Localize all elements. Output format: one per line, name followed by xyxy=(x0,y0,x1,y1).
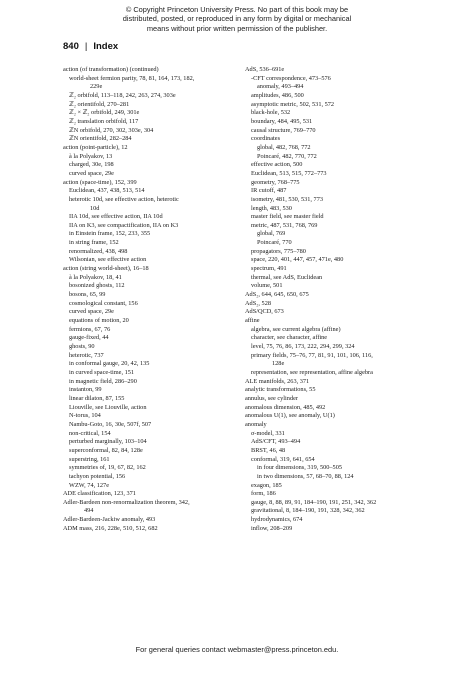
index-entry: Poincaré, 770 xyxy=(257,239,292,247)
index-entry: action (string world-sheet), 16–18 xyxy=(63,265,149,273)
copyright-notice xyxy=(0,5,474,33)
page-number: 840 xyxy=(63,41,79,52)
index-entry: ℤN orientifold, 282–284 xyxy=(69,135,132,143)
index-entry: ℤ₂ translation orbifold, 117 xyxy=(69,117,139,125)
index-entry: gravitational, 8, 184–190, 191, 328, 342, 362 xyxy=(251,507,365,515)
index-entry: IIA on K3, see compactification, IIA on K3 xyxy=(69,221,179,229)
index-entry: Euclidean, 437, 438, 513, 514 xyxy=(69,187,145,195)
index-entry: BRST, 46, 48 xyxy=(251,446,286,454)
index-entry: gauge-fixed, 44 xyxy=(69,334,109,342)
index-entry: geometry, 768–775 xyxy=(251,178,300,186)
index-entry: ADE classification, 123, 371 xyxy=(63,490,136,498)
index-entry: volume, 501 xyxy=(251,282,283,290)
index-entry: black-hole, 532 xyxy=(251,109,291,117)
index-entry: AdS/QCD, 673 xyxy=(245,308,284,316)
index-entry: Nambu-Goto, 16, 30e, 507f, 507 xyxy=(69,420,152,428)
index-entry: causal structure, 769–770 xyxy=(251,126,316,134)
index-entry: N-torus, 104 xyxy=(69,412,101,420)
index-entry: Adler-Bardeen non-renormalization theorem, 342, xyxy=(63,498,190,506)
index-entry: superconformal, 82, 84, 128e xyxy=(69,446,143,454)
index-entry: isometry, 481, 530, 531, 773 xyxy=(251,195,324,203)
index-entry: AdS/CFT, 493–494 xyxy=(251,438,301,446)
index-entry: bosons, 65, 99 xyxy=(69,291,106,299)
index-entry: symmetries of, 19, 67, 82, 162 xyxy=(69,464,146,472)
index-entry: anomaly xyxy=(245,420,267,428)
index-entry: Poincaré, 482, 770, 772 xyxy=(257,152,317,160)
index-entry: form, 186 xyxy=(251,490,276,498)
index-entry: IR cutoff, 487 xyxy=(251,187,287,195)
index-entry: anomaly, 493–494 xyxy=(257,83,304,91)
index-entry: boundary, 484, 495, 531 xyxy=(251,117,313,125)
index-entry: hydrodynamics, 674 xyxy=(251,516,303,524)
index-entry: thermal, see AdS, Euclidean xyxy=(251,273,323,281)
index-entry: conformal, 319, 641, 654 xyxy=(251,455,315,463)
index-entry: AdS₂, 528 xyxy=(245,299,271,307)
copyright-line: © Copyright Princeton University Press. No part of this book may be xyxy=(125,5,349,14)
index-entry: anomalous dimension, 485, 492 xyxy=(245,403,326,411)
page-header xyxy=(63,41,118,52)
index-entry: gauge, 8, 88, 89, 91, 184–190, 191, 251, 342, 362 xyxy=(251,498,377,506)
index-entry: asymptotic metric, 502, 531, 572 xyxy=(251,100,335,108)
index-entry: global, 482, 768, 772 xyxy=(257,143,311,151)
index-entry: tachyon potential, 156 xyxy=(69,472,126,480)
index-entry: heterotic 10d, see effective action, heterotic xyxy=(69,195,179,203)
index-entry: spectrum, 491 xyxy=(251,265,287,273)
index-entry: -CFT correspondence, 473–576 xyxy=(251,74,331,82)
index-entry: propagators, 775–780 xyxy=(251,247,306,255)
index-entry: effective action, 500 xyxy=(251,161,303,169)
index-entry: representation, see representation, affine algebra xyxy=(251,368,373,376)
copyright-line: means without prior written permission of the publisher. xyxy=(146,23,328,33)
index-entry: character, see character, affine xyxy=(251,334,328,342)
index-entry: action (space-time), 152, 399 xyxy=(63,178,137,186)
index-entry: inflow, 208–209 xyxy=(251,524,293,532)
index-entry: algebra, see current algebra (affine) xyxy=(251,325,341,333)
index-entry: Euclidean, 513, 515, 772–773 xyxy=(251,169,327,177)
index-entry: amplitudes, 486, 500 xyxy=(251,91,304,99)
index-column-left xyxy=(63,66,243,533)
index-entry: equations of motion, 20 xyxy=(69,317,129,325)
section-title: Index xyxy=(93,41,119,52)
index-entry: curved space, 29e xyxy=(69,169,114,177)
index-entry: σ-model, 331 xyxy=(251,429,285,437)
index-entry: renormalized, 438, 498 xyxy=(69,247,128,255)
index-entry: 128e xyxy=(272,360,285,368)
index-entry: ℤ₂ × ℤ₂ orbifold, 249, 301e xyxy=(69,109,140,117)
index-entry: ℤN orbifold, 270, 302, 303e, 304 xyxy=(69,126,154,134)
index-entry: in string frame, 152 xyxy=(69,239,119,247)
index-entry: in two dimensions, 57, 68–70, 88, 124 xyxy=(257,472,354,480)
index-entry: charged, 30e, 198 xyxy=(69,161,114,169)
index-entry: cosmological constant, 156 xyxy=(69,299,138,307)
index-entry: action (of transformation) (continued) xyxy=(63,66,159,73)
index-entry: Wilsonian, see effective action xyxy=(69,256,147,264)
index-entry: à la Polyakov, 13 xyxy=(69,152,113,160)
index-entry: affine xyxy=(245,317,260,325)
index-entry: level, 75, 76, 86, 173, 222, 294, 299, 324 xyxy=(251,343,355,350)
index-entry: ghosts, 90 xyxy=(69,343,95,350)
index-entry: à la Polyakov, 18, 41 xyxy=(69,273,122,281)
index-entry: annulus, see cylinder xyxy=(245,394,298,402)
header-separator: | xyxy=(84,41,88,52)
index-entry: perturbed marginally, 103–104 xyxy=(69,438,147,446)
index-entry: exagon, 185 xyxy=(251,481,282,489)
index-entry: master field, see master field xyxy=(251,213,324,221)
index-entry: in Einstein frame, 152, 233, 355 xyxy=(69,230,151,238)
index-entry: space, 220, 401, 447, 457, 471e, 480 xyxy=(251,256,344,264)
index-entry: linear dilaton, 87, 155 xyxy=(69,394,125,402)
index-entry: ℤ₂ orbifold, 113–118, 242, 263, 274, 303e xyxy=(69,91,176,99)
index-column-right xyxy=(245,66,425,533)
index-entry: fermions, 67, 76 xyxy=(69,325,111,333)
index-entry: global, 769 xyxy=(257,230,286,238)
index-entry: instanton, 99 xyxy=(69,386,102,394)
index-entry: coordinates xyxy=(251,135,281,143)
index-entry: in four dimensions, 319, 500–505 xyxy=(257,464,343,472)
index-entry: heterotic, 737 xyxy=(69,351,104,359)
index-entry: curved space, 29e xyxy=(69,308,114,316)
index-entry: ADM mass, 216, 228e, 510, 512, 682 xyxy=(63,524,158,532)
index-entry: superstring, 161 xyxy=(69,455,110,463)
index-entry: IIA 10d, see effective action, IIA 10d xyxy=(69,213,163,221)
index-entry: in curved space-time, 151 xyxy=(69,368,135,376)
index-entry: Adler-Bardeen-Jackiw anomaly, 493 xyxy=(63,516,156,524)
index-entry: in conformal gauge, 20, 42, 135 xyxy=(69,360,150,368)
index-entry: WZW, 74, 127e xyxy=(69,481,109,489)
index-entry: AdS, 536–691e xyxy=(245,66,285,73)
index-entry: ALE manifolds, 263, 371 xyxy=(245,377,310,385)
index-entry: in magnetic field, 286–290 xyxy=(69,377,137,385)
index-entry: 229e xyxy=(90,83,103,91)
index-entry: non-critical, 154 xyxy=(69,429,111,437)
index-entry: AdS₂, 644, 645, 650, 675 xyxy=(245,291,309,299)
index-entry: world-sheet fermion parity, 78, 81, 164, 173, 182, xyxy=(69,74,195,82)
index-entry: metric, 487, 531, 768, 769 xyxy=(251,221,318,229)
index-entry: length, 483, 530 xyxy=(251,204,292,212)
index-entry: 494 xyxy=(84,507,94,515)
index-entry: primary fields, 75–76, 77, 81, 91, 101, 106, 116, xyxy=(251,351,373,359)
index-entry: anomalous U(1), see anomaly, U(1) xyxy=(245,412,335,420)
copyright-line: distributed, posted, or reproduced in any form by digital or mechanical xyxy=(122,14,352,24)
index-entry: analytic transformations, 55 xyxy=(245,386,316,394)
index-entry: action (point-particle), 12 xyxy=(63,143,128,151)
index-entry: 10d xyxy=(90,204,100,212)
index-entry: Liouville, see Liouville, action xyxy=(69,403,147,411)
index-entry: ℤ₂ orientifold, 270–281 xyxy=(69,100,130,108)
footer-contact: For general queries contact webmaster@press.princeton.edu. xyxy=(135,645,339,654)
index-entry: bosonized ghosts, 112 xyxy=(69,282,125,290)
